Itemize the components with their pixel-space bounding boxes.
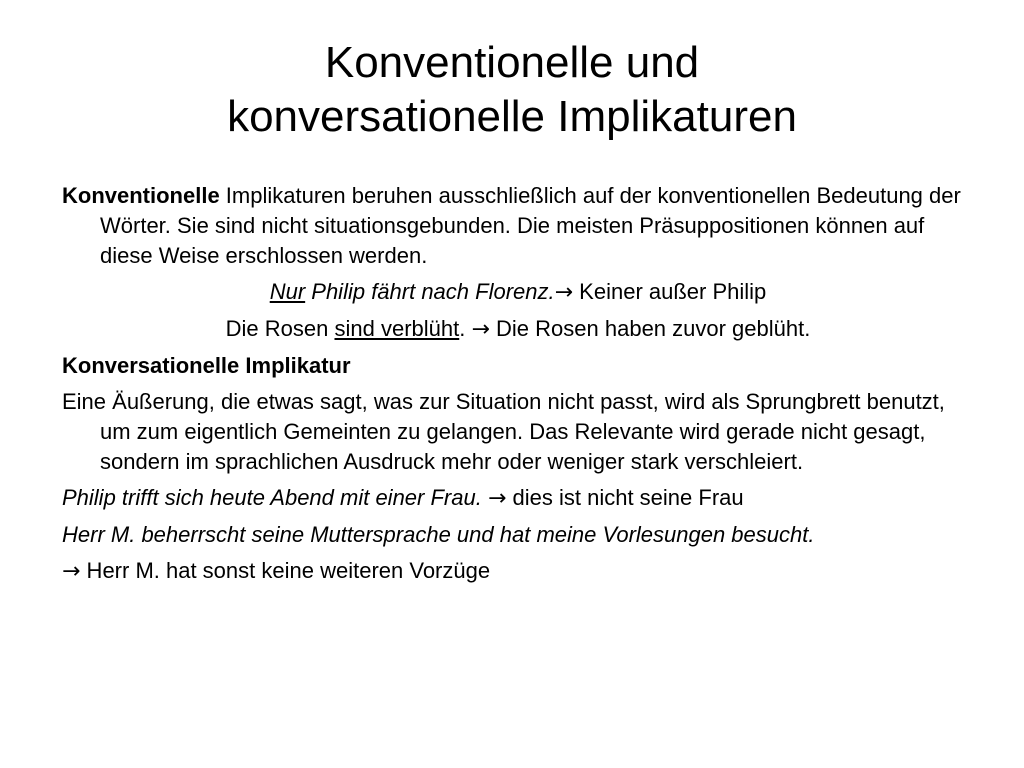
example-nur-philip-sentence (270, 279, 555, 304)
title-line-1: Konventionelle und (324, 38, 700, 87)
paragraph-konventionelle-text: Implikaturen beruhen ausschließlich auf der konventionellen Bedeutung der Wörter. Sie sind nicht situationsgebunden. Die meisten Präsuppositionen können auf diese Weise erschlossen werden. (100, 183, 961, 268)
example-rosen-underlined: sind verblüht (334, 316, 460, 341)
title-line-2: konversationelle Implikaturen (227, 92, 797, 141)
arrow-right-icon: → (62, 559, 81, 584)
example-nur-philip-result: Keiner außer Philip (573, 279, 767, 304)
paragraph-konversationelle: Eine Äußerung, die etwas sagt, was zur Situation nicht passt, wird als Sprungbrett benutzt, um zum eigentlich Gemeinten zu gelangen. Das Relevante wird gerade nicht gesagt, sondern im sprachlichen Ausdruck mehr oder weniger stark verschleiert. (62, 389, 945, 474)
example-herr-m-result-line (62, 556, 974, 587)
slide-title (40, 36, 984, 144)
example-rosen (62, 314, 974, 345)
term-konventionelle: Konventionelle (62, 183, 220, 208)
example-philip-frau (62, 483, 974, 514)
example-herr-m (62, 520, 974, 550)
example-nur-philip (62, 277, 974, 308)
arrow-right-icon: → (471, 317, 490, 342)
example-rosen-end: . (459, 316, 466, 341)
example-nur-philip-rest: Philip fährt nach Florenz. (305, 279, 555, 304)
example-philip-frau-sentence: Philip trifft sich heute Abend mit einer Frau. (62, 485, 482, 510)
example-nur-word: Nur (269, 279, 306, 304)
arrow-right-icon: → (487, 486, 507, 511)
example-herr-m-result: Herr M. hat sonst keine weiteren Vorzüge (80, 558, 491, 583)
slide-body (62, 181, 974, 593)
example-rosen-start: Die Rosen (225, 316, 335, 341)
example-herr-m-sentence: Herr M. beherrscht seine Muttersprache und hat meine Vorlesungen besucht. (62, 522, 815, 547)
arrow-right-icon: → (554, 280, 574, 305)
example-rosen-result: Die Rosen haben zuvor geblüht. (489, 316, 811, 341)
paragraph-konventionelle (62, 181, 974, 271)
heading-konversationelle: Konversationelle Implikatur (62, 353, 351, 378)
example-philip-frau-result: dies ist nicht seine Frau (506, 485, 744, 510)
